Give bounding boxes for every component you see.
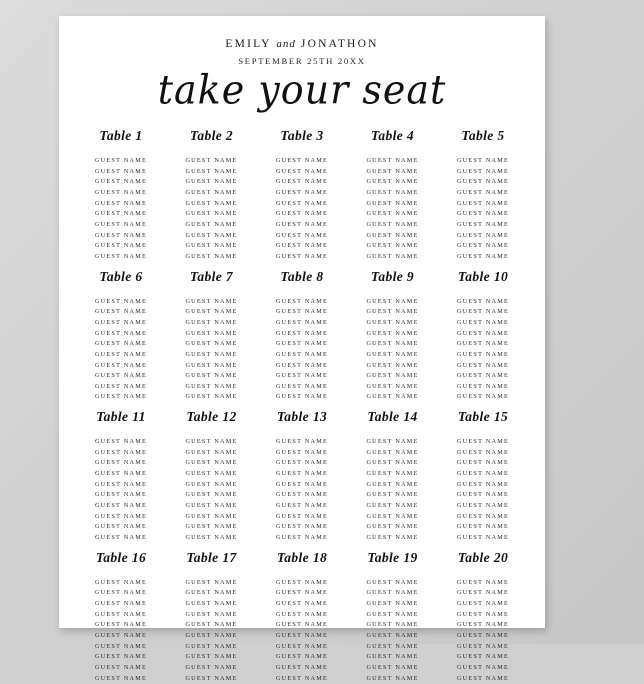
table-block bbox=[168, 128, 256, 263]
guest-name: GUEST NAME bbox=[185, 318, 238, 326]
guest-name: GUEST NAME bbox=[366, 220, 419, 228]
guest-name: GUEST NAME bbox=[456, 340, 510, 348]
table-block bbox=[439, 409, 527, 544]
guest-name: GUEST NAME bbox=[185, 252, 238, 260]
guest-name: GUEST NAME bbox=[456, 329, 510, 337]
table-block bbox=[258, 550, 346, 684]
guest-name: GUEST NAME bbox=[366, 600, 419, 607]
guest-name: GUEST NAME bbox=[366, 523, 419, 531]
guest-name: GUEST NAME bbox=[366, 167, 419, 175]
couple-first-name: EMILY bbox=[225, 38, 272, 50]
guest-name: GUEST NAME bbox=[275, 372, 329, 380]
guest-name: GUEST NAME bbox=[456, 393, 510, 401]
guest-name: GUEST NAME bbox=[456, 459, 510, 467]
guest-name: GUEST NAME bbox=[366, 621, 419, 629]
guest-name: GUEST NAME bbox=[275, 297, 329, 305]
guest-name: GUEST NAME bbox=[94, 393, 148, 401]
guest-name: GUEST NAME bbox=[94, 308, 148, 316]
guest-name: GUEST NAME bbox=[456, 178, 510, 186]
guest-name: GUEST NAME bbox=[366, 329, 419, 337]
guest-name: GUEST NAME bbox=[366, 210, 419, 218]
table-title: Table 7 bbox=[189, 268, 234, 284]
guest-name: GUEST NAME bbox=[185, 523, 238, 531]
table-title: Table 1 bbox=[99, 128, 143, 143]
guest-name: GUEST NAME bbox=[275, 491, 329, 499]
guest-name: GUEST NAME bbox=[456, 470, 510, 478]
guest-name: GUEST NAME bbox=[185, 350, 238, 358]
guest-name: GUEST NAME bbox=[456, 188, 510, 196]
guest-name: GUEST NAME bbox=[275, 631, 329, 639]
guest-name: GUEST NAME bbox=[366, 578, 419, 586]
guest-name: GUEST NAME bbox=[185, 480, 238, 488]
guest-name: GUEST NAME bbox=[275, 621, 329, 629]
guest-name: GUEST NAME bbox=[94, 318, 148, 326]
guest-name: GUEST NAME bbox=[275, 220, 329, 228]
guest-name: GUEST NAME bbox=[366, 491, 419, 499]
guest-name: GUEST NAME bbox=[366, 663, 419, 671]
guest-name: GUEST NAME bbox=[366, 610, 419, 618]
table-row bbox=[77, 128, 527, 263]
guest-name: GUEST NAME bbox=[94, 372, 148, 380]
guest-name: GUEST NAME bbox=[275, 674, 329, 682]
guest-name: GUEST NAME bbox=[185, 589, 238, 597]
guest-name: GUEST NAME bbox=[275, 167, 329, 175]
table-title: Table 6 bbox=[99, 268, 143, 284]
guest-name: GUEST NAME bbox=[456, 523, 510, 531]
guest-name: GUEST NAME bbox=[275, 523, 329, 531]
table-block bbox=[168, 269, 256, 404]
guest-name: GUEST NAME bbox=[185, 382, 238, 390]
guest-name: GUEST NAME bbox=[275, 393, 329, 401]
guest-name: GUEST NAME bbox=[456, 631, 510, 639]
guest-name: GUEST NAME bbox=[366, 340, 419, 348]
guest-name: GUEST NAME bbox=[185, 220, 238, 228]
guest-name: GUEST NAME bbox=[366, 308, 419, 316]
guest-name: GUEST NAME bbox=[366, 350, 419, 358]
guest-name: GUEST NAME bbox=[456, 199, 510, 207]
guest-name: GUEST NAME bbox=[185, 631, 238, 639]
table-block bbox=[77, 409, 165, 544]
guest-name: GUEST NAME bbox=[185, 600, 238, 607]
guest-name: GUEST NAME bbox=[456, 589, 510, 597]
guest-name: GUEST NAME bbox=[456, 480, 510, 488]
guest-name: GUEST NAME bbox=[275, 361, 329, 369]
guest-name: GUEST NAME bbox=[94, 631, 148, 639]
guest-name: GUEST NAME bbox=[94, 242, 148, 250]
guest-name: GUEST NAME bbox=[94, 512, 148, 520]
table-title: Table 4 bbox=[370, 128, 415, 143]
guest-name: GUEST NAME bbox=[366, 231, 419, 239]
table-row bbox=[77, 409, 527, 544]
guest-name: GUEST NAME bbox=[94, 157, 148, 164]
wedding-date: SEPTEMBER 25TH 20XX bbox=[238, 56, 366, 66]
guest-name: GUEST NAME bbox=[366, 382, 419, 390]
guest-name: GUEST NAME bbox=[185, 502, 238, 510]
guest-name: GUEST NAME bbox=[94, 220, 148, 228]
table-block bbox=[439, 269, 527, 404]
guest-name: GUEST NAME bbox=[185, 167, 238, 175]
table-title: Table 15 bbox=[457, 409, 509, 425]
guest-name: GUEST NAME bbox=[456, 674, 510, 682]
guest-name: GUEST NAME bbox=[456, 318, 510, 326]
guest-name: GUEST NAME bbox=[185, 188, 238, 196]
guest-name: GUEST NAME bbox=[185, 534, 238, 542]
guest-name: GUEST NAME bbox=[94, 534, 148, 542]
table-title: Table 5 bbox=[461, 128, 505, 143]
guest-name: GUEST NAME bbox=[456, 210, 510, 218]
guest-name: GUEST NAME bbox=[366, 178, 419, 186]
table-block bbox=[258, 128, 346, 263]
guest-name: GUEST NAME bbox=[185, 448, 238, 456]
guest-name: GUEST NAME bbox=[275, 157, 329, 164]
guest-name: GUEST NAME bbox=[185, 663, 238, 671]
guest-name: GUEST NAME bbox=[275, 252, 329, 260]
guest-name: GUEST NAME bbox=[275, 188, 329, 196]
guest-name: GUEST NAME bbox=[456, 297, 510, 305]
guest-name: GUEST NAME bbox=[275, 578, 329, 586]
guest-name: GUEST NAME bbox=[185, 512, 238, 520]
guest-name: GUEST NAME bbox=[94, 470, 148, 478]
guest-name: GUEST NAME bbox=[366, 653, 419, 661]
guest-name: GUEST NAME bbox=[185, 340, 238, 348]
table-block bbox=[77, 128, 165, 263]
guest-name: GUEST NAME bbox=[366, 480, 419, 488]
guest-name: GUEST NAME bbox=[185, 470, 238, 478]
guest-name: GUEST NAME bbox=[275, 178, 329, 186]
guest-name: GUEST NAME bbox=[275, 340, 329, 348]
guest-name: GUEST NAME bbox=[366, 199, 419, 207]
guest-name: GUEST NAME bbox=[275, 350, 329, 358]
guest-name: GUEST NAME bbox=[275, 382, 329, 390]
guest-name: GUEST NAME bbox=[275, 610, 329, 618]
table-block bbox=[349, 269, 437, 404]
guest-name: GUEST NAME bbox=[366, 318, 419, 326]
guest-name: GUEST NAME bbox=[94, 674, 148, 682]
guest-name: GUEST NAME bbox=[185, 297, 238, 305]
table-title: Table 12 bbox=[186, 409, 237, 425]
guest-name: GUEST NAME bbox=[94, 178, 148, 186]
guest-name: GUEST NAME bbox=[94, 231, 148, 239]
guest-name: GUEST NAME bbox=[366, 459, 419, 467]
guest-name: GUEST NAME bbox=[94, 589, 148, 597]
guest-name: GUEST NAME bbox=[456, 578, 510, 586]
guest-name: GUEST NAME bbox=[275, 663, 329, 671]
guest-name: GUEST NAME bbox=[94, 663, 148, 671]
table-block bbox=[258, 409, 346, 544]
table-title: Table 3 bbox=[280, 128, 324, 143]
guest-name: GUEST NAME bbox=[366, 448, 419, 456]
guest-name: GUEST NAME bbox=[366, 157, 419, 164]
seating-chart-poster bbox=[59, 16, 545, 682]
table-title: Table 13 bbox=[276, 409, 328, 425]
guest-name: GUEST NAME bbox=[185, 329, 238, 337]
guest-name: GUEST NAME bbox=[94, 350, 148, 358]
guest-name: GUEST NAME bbox=[275, 438, 329, 446]
guest-name: GUEST NAME bbox=[185, 674, 238, 682]
guest-name: GUEST NAME bbox=[94, 523, 148, 531]
guest-name: GUEST NAME bbox=[275, 459, 329, 467]
guest-name: GUEST NAME bbox=[456, 663, 510, 671]
couple-second-name: JONATHON bbox=[300, 38, 379, 50]
table-row bbox=[77, 550, 527, 684]
guest-name: GUEST NAME bbox=[456, 252, 510, 260]
guest-name: GUEST NAME bbox=[275, 512, 329, 520]
table-row bbox=[77, 269, 527, 404]
table-title: Table 11 bbox=[96, 409, 146, 425]
table-title: Table 2 bbox=[189, 128, 234, 143]
guest-name: GUEST NAME bbox=[275, 448, 329, 456]
guest-name: GUEST NAME bbox=[275, 534, 329, 542]
guest-name: GUEST NAME bbox=[94, 610, 148, 618]
guest-name: GUEST NAME bbox=[366, 502, 419, 510]
guest-name: GUEST NAME bbox=[94, 329, 148, 337]
guest-name: GUEST NAME bbox=[456, 167, 510, 175]
guest-name: GUEST NAME bbox=[275, 600, 329, 607]
guest-name: GUEST NAME bbox=[94, 297, 148, 305]
guest-name: GUEST NAME bbox=[456, 350, 510, 358]
table-block bbox=[349, 409, 437, 544]
table-block bbox=[349, 550, 437, 684]
table-title: Table 17 bbox=[186, 549, 237, 565]
script-headline: take your seat bbox=[157, 66, 447, 114]
guest-name: GUEST NAME bbox=[456, 491, 510, 499]
guest-name: GUEST NAME bbox=[185, 438, 238, 446]
guest-name: GUEST NAME bbox=[185, 491, 238, 499]
guest-name: GUEST NAME bbox=[275, 242, 329, 250]
guest-name: GUEST NAME bbox=[185, 231, 238, 239]
guest-name: GUEST NAME bbox=[275, 210, 329, 218]
guest-name: GUEST NAME bbox=[456, 448, 510, 456]
table-block bbox=[168, 409, 256, 544]
tables-grid bbox=[59, 128, 545, 684]
guest-name: GUEST NAME bbox=[185, 242, 238, 250]
guest-name: GUEST NAME bbox=[366, 242, 419, 250]
table-title: Table 19 bbox=[367, 549, 418, 565]
table-block bbox=[258, 269, 346, 404]
guest-name: GUEST NAME bbox=[185, 372, 238, 380]
guest-name: GUEST NAME bbox=[456, 534, 510, 542]
table-title: Table 18 bbox=[276, 549, 328, 565]
guest-name: GUEST NAME bbox=[366, 674, 419, 682]
guest-name: GUEST NAME bbox=[366, 589, 419, 597]
guest-name: GUEST NAME bbox=[275, 502, 329, 510]
guest-name: GUEST NAME bbox=[366, 188, 419, 196]
table-block bbox=[77, 550, 165, 684]
guest-name: GUEST NAME bbox=[456, 157, 510, 164]
guest-name: GUEST NAME bbox=[94, 578, 148, 586]
table-block bbox=[168, 550, 256, 684]
guest-name: GUEST NAME bbox=[94, 167, 148, 175]
guest-name: GUEST NAME bbox=[275, 199, 329, 207]
table-title: Table 9 bbox=[370, 268, 415, 284]
guest-name: GUEST NAME bbox=[456, 220, 510, 228]
guest-name: GUEST NAME bbox=[94, 621, 148, 629]
guest-name: GUEST NAME bbox=[185, 653, 238, 661]
guest-name: GUEST NAME bbox=[366, 470, 419, 478]
guest-name: GUEST NAME bbox=[94, 480, 148, 488]
guest-name: GUEST NAME bbox=[185, 199, 238, 207]
guest-name: GUEST NAME bbox=[94, 438, 148, 446]
guest-name: GUEST NAME bbox=[275, 318, 329, 326]
guest-name: GUEST NAME bbox=[456, 502, 510, 510]
guest-name: GUEST NAME bbox=[275, 470, 329, 478]
poster-header bbox=[59, 16, 545, 112]
guest-name: GUEST NAME bbox=[94, 199, 148, 207]
guest-name: GUEST NAME bbox=[275, 308, 329, 316]
guest-name: GUEST NAME bbox=[94, 188, 148, 196]
guest-name: GUEST NAME bbox=[366, 372, 419, 380]
guest-name: GUEST NAME bbox=[366, 438, 419, 446]
guest-name: GUEST NAME bbox=[94, 600, 148, 607]
guest-name: GUEST NAME bbox=[275, 231, 329, 239]
guest-name: GUEST NAME bbox=[275, 589, 329, 597]
guest-name: GUEST NAME bbox=[185, 642, 238, 650]
guest-name: GUEST NAME bbox=[185, 361, 238, 369]
guest-name: GUEST NAME bbox=[456, 361, 510, 369]
guest-name: GUEST NAME bbox=[456, 653, 510, 661]
guest-name: GUEST NAME bbox=[185, 459, 238, 467]
guest-name: GUEST NAME bbox=[94, 448, 148, 456]
guest-name: GUEST NAME bbox=[366, 631, 419, 639]
guest-name: GUEST NAME bbox=[94, 340, 148, 348]
guest-name: GUEST NAME bbox=[366, 361, 419, 369]
guest-name: GUEST NAME bbox=[185, 308, 238, 316]
table-title: Table 16 bbox=[95, 549, 147, 565]
guest-name: GUEST NAME bbox=[275, 642, 329, 650]
guest-name: GUEST NAME bbox=[94, 382, 148, 390]
guest-name: GUEST NAME bbox=[456, 242, 510, 250]
guest-name: GUEST NAME bbox=[275, 329, 329, 337]
table-title: Table 20 bbox=[457, 549, 509, 565]
guest-name: GUEST NAME bbox=[94, 642, 148, 650]
guest-name: GUEST NAME bbox=[456, 372, 510, 380]
guest-name: GUEST NAME bbox=[185, 578, 238, 586]
guest-name: GUEST NAME bbox=[456, 308, 510, 316]
guest-name: GUEST NAME bbox=[185, 210, 238, 218]
guest-name: GUEST NAME bbox=[185, 393, 238, 401]
table-title: Table 14 bbox=[367, 409, 418, 425]
guest-name: GUEST NAME bbox=[366, 642, 419, 650]
couple-names bbox=[59, 38, 545, 50]
guest-name: GUEST NAME bbox=[94, 459, 148, 467]
guest-name: GUEST NAME bbox=[366, 393, 419, 401]
guest-name: GUEST NAME bbox=[185, 157, 238, 164]
guest-name: GUEST NAME bbox=[456, 621, 510, 629]
table-block bbox=[439, 128, 527, 263]
guest-name: GUEST NAME bbox=[185, 610, 238, 618]
table-block bbox=[77, 269, 165, 404]
guest-name: GUEST NAME bbox=[456, 600, 510, 607]
guest-name: GUEST NAME bbox=[366, 512, 419, 520]
guest-name: GUEST NAME bbox=[456, 642, 510, 650]
guest-name: GUEST NAME bbox=[366, 534, 419, 542]
guest-name: GUEST NAME bbox=[94, 361, 148, 369]
guest-name: GUEST NAME bbox=[94, 210, 148, 218]
guest-name: GUEST NAME bbox=[185, 178, 238, 186]
guest-name: GUEST NAME bbox=[456, 438, 510, 446]
guest-name: GUEST NAME bbox=[456, 231, 510, 239]
guest-name: GUEST NAME bbox=[456, 382, 510, 390]
table-block bbox=[349, 128, 437, 263]
guest-name: GUEST NAME bbox=[94, 252, 148, 260]
guest-name: GUEST NAME bbox=[185, 621, 238, 629]
guest-name: GUEST NAME bbox=[94, 491, 148, 499]
guest-name: GUEST NAME bbox=[366, 252, 419, 260]
guest-name: GUEST NAME bbox=[94, 653, 148, 661]
guest-name: GUEST NAME bbox=[456, 512, 510, 520]
guest-name: GUEST NAME bbox=[94, 502, 148, 510]
table-title: Table 8 bbox=[280, 268, 324, 284]
guest-name: GUEST NAME bbox=[366, 297, 419, 305]
table-title: Table 10 bbox=[457, 268, 509, 284]
guest-name: GUEST NAME bbox=[275, 653, 329, 661]
table-block bbox=[439, 550, 527, 684]
guest-name: GUEST NAME bbox=[456, 610, 510, 618]
couple-conjunction: and bbox=[276, 38, 296, 50]
guest-name: GUEST NAME bbox=[275, 480, 329, 488]
